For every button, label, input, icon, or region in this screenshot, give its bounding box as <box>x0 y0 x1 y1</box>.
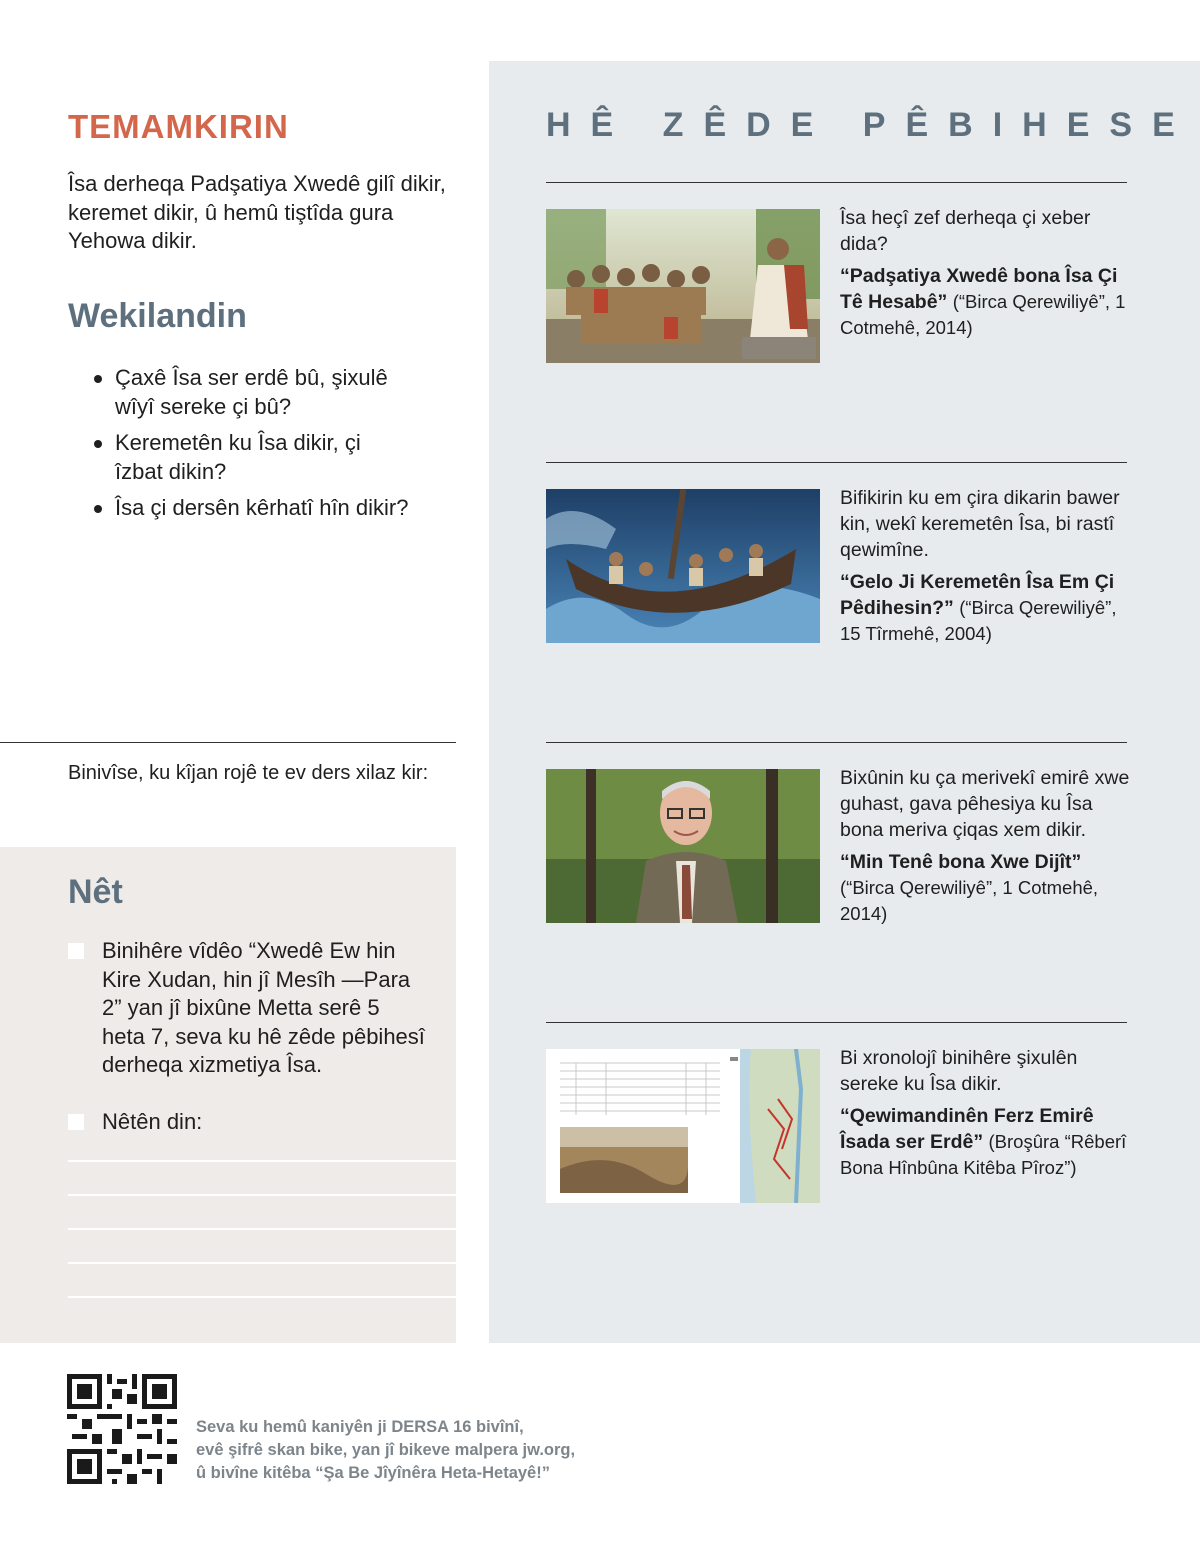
further-reading-item <box>840 1045 1130 1181</box>
timeline-map-image[interactable] <box>546 1049 820 1203</box>
summary-text: Îsa derheqa Padşatiya Xwedê gilî dikir, keremet dikir, û hemû tiştîda gura Yehowa dikir. <box>68 171 446 253</box>
goal-panel <box>0 847 456 1343</box>
divider <box>546 182 1127 183</box>
storm-boat-image[interactable] <box>546 489 820 643</box>
writing-line[interactable] <box>68 1194 456 1196</box>
goal-task <box>68 1108 428 1137</box>
article-link[interactable]: “Gelo Ji Keremetên Îsa Em Çi Pêdihesin?” <box>840 571 1115 619</box>
goal-task <box>68 937 428 1080</box>
review-question-list <box>92 364 412 531</box>
writing-line[interactable] <box>68 1262 456 1264</box>
checkbox[interactable] <box>68 943 84 959</box>
qr-code-icon[interactable] <box>67 1374 177 1484</box>
item-description: Bi xronolojî binihêre şixulên sereke ku Îsa dikir. <box>840 1047 1078 1095</box>
further-reading-item <box>840 205 1130 341</box>
article-source: (Broşûra “Rêberî Bona Hînbûna Kitêba Pîroz”) <box>840 1131 1127 1178</box>
footer-line: Seva ku hemû kaniyên ji DERSA 16 bivînî, <box>196 1418 524 1436</box>
review-question: Çaxê Îsa ser erdê bû, şixulê wîyî sereke çi bû? <box>92 364 412 421</box>
writing-line[interactable] <box>68 1228 456 1230</box>
writing-line[interactable] <box>68 1160 456 1162</box>
summary-heading: TEMAMKIRIN <box>68 108 289 145</box>
completion-date-prompt: Binivîse, ku kîjan rojê te ev ders xilaz kir: <box>68 762 429 784</box>
footer-line: û bivîne kitêba “Şa Be Jîyînêra Heta-Hetayê!” <box>196 1464 550 1482</box>
checkbox[interactable] <box>68 1114 84 1130</box>
goal-heading: Nêt <box>68 873 123 911</box>
footer-line: evê şifrê skan bike, yan jî bikeve malpera jw.org, <box>196 1441 576 1459</box>
further-reading-item <box>840 765 1130 927</box>
review-question: Keremetên ku Îsa dikir, çi îzbat dikin? <box>92 429 412 486</box>
article-link[interactable]: “Min Tenê bona Xwe Dijît” <box>840 851 1082 873</box>
article-link[interactable]: “Qewimandinên Ferz Emirê Îsada ser Erdê” <box>840 1105 1094 1153</box>
article-source: (“Birca Qerewiliyê”, 15 Tîrmehê, 2004) <box>840 597 1117 644</box>
writing-line[interactable] <box>68 1296 456 1298</box>
jesus-teaching-image[interactable] <box>546 209 820 363</box>
article-source: (“Birca Qerewiliyê”, 1 Cotmehê, 2014) <box>840 291 1126 338</box>
goal-task-text: Binihêre vîdêo “Xwedê Ew hin Kire Xudan, hin jî Mesîh —Para 2” yan jî bixûne Metta serê 5 heta 7, seva ku hê zêde pêbihesî derheqa xizmetiya Îsa. <box>102 938 425 1077</box>
further-reading-heading: HÊ ZÊDE PÊBIHESE <box>546 106 1195 144</box>
divider <box>546 1022 1127 1023</box>
goal-task-text: Nêtên din: <box>102 1109 203 1134</box>
item-description: Bixûnin ku ça merivekî emirê xwe guhast, gava pêhesiya ku Îsa bona meriva çiqas xem dikir. <box>840 767 1130 841</box>
divider <box>0 742 456 743</box>
review-question: Îsa çi dersên kêrhatî hîn dikir? <box>92 494 412 523</box>
item-description: Îsa heçî zef derheqa çi xeber dida? <box>840 207 1091 255</box>
man-portrait-image[interactable] <box>546 769 820 923</box>
footer-note <box>196 1416 636 1485</box>
article-source: (“Birca Qerewiliyê”, 1 Cotmehê, 2014) <box>840 877 1099 924</box>
further-reading-item <box>840 485 1130 647</box>
divider <box>546 462 1127 463</box>
divider <box>546 742 1127 743</box>
item-description: Bifikirin ku em çira dikarin bawer kin, wekî keremetên Îsa, bi rastî qewimîne. <box>840 487 1120 561</box>
article-link[interactable]: “Padşatiya Xwedê bona Îsa Çi Tê Hesabê” <box>840 265 1118 313</box>
review-heading: Wekilandin <box>68 297 247 335</box>
